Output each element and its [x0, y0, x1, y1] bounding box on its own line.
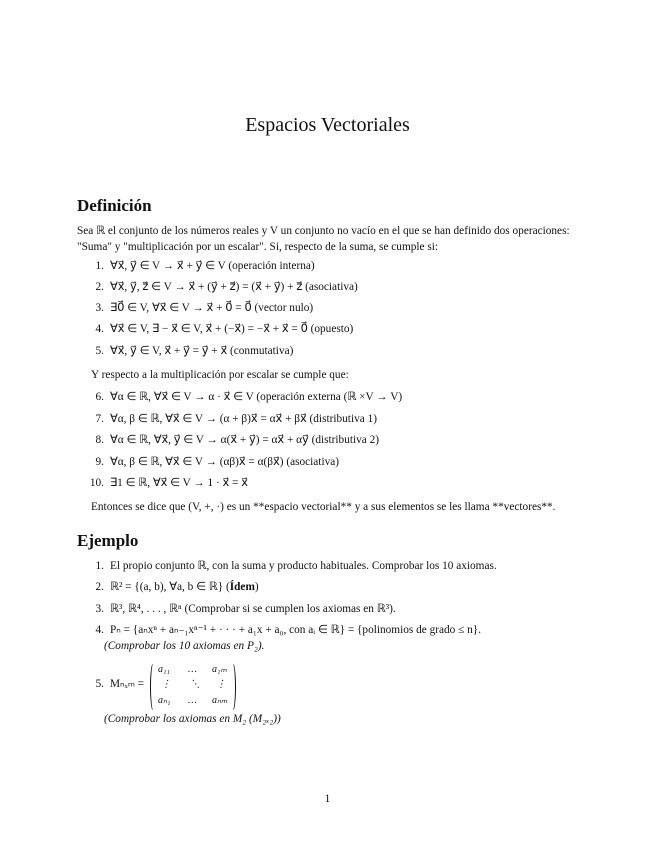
intro-line-1: Sea ℝ el conjunto de los números reales y V un conjunto no vacío en el que se han definido dos operaciones: [77, 225, 570, 237]
matrix [150, 662, 236, 710]
matrix-cell: ⋮ [161, 679, 171, 690]
list-item: 2. ∀x⃗, y⃗, z⃗ ∈ V → x⃗ + (y⃗ + z⃗) = (x⃗ + y⃗) + z⃗ (asociativa) [95, 281, 358, 293]
right-paren [229, 662, 236, 712]
list-item: 1. El propio conjunto ℝ, con la suma y producto habituales. Comprobar los 10 axiomas. [95, 560, 497, 572]
definition-intro [77, 224, 582, 255]
left-paren [150, 662, 157, 712]
scalar-intro: Y respecto a la multiplicación por escalar se cumple que: [91, 369, 349, 381]
matrix-cell: aₙ₁ [158, 695, 171, 706]
page-title: Espacios Vectoriales [245, 114, 410, 136]
definition-conclusion: Entonces se dice que (V, +, ·) es un **espacio vectorial** y a sus elementos se les llama **vectores**. [91, 501, 556, 513]
matrix-cell: … [188, 695, 197, 706]
list-item: 7. ∀α, β ∈ ℝ, ∀x⃗ ∈ V → (α + β)x⃗ = αx⃗ + βx⃗ (distributiva 1) [95, 413, 377, 425]
page-number: 1 [324, 793, 331, 805]
matrix-cell: a₁ₘ [212, 664, 227, 675]
list-item-note: (Comprobar los axiomas en M₂ (M₂ₓ₂)) [104, 713, 281, 725]
matrix-cell: ⋱ [190, 679, 200, 690]
list-item: 4. Pₙ = {aₙxⁿ + aₙ₋₁xⁿ⁻¹ + · · · + a₁x + a₀, con aᵢ ∈ ℝ} = {polinomios de grado ≤ n}. [95, 624, 482, 636]
list-item: 3. ∃0⃗ ∈ V, ∀x⃗ ∈ V → x⃗ + 0⃗ = 0⃗ (vector nulo) [95, 302, 314, 314]
list-item: 6. ∀α ∈ ℝ, ∀x⃗ ∈ V → α · x⃗ ∈ V (operación externa (ℝ ×V → V) [95, 391, 403, 403]
intro-line-2: "Suma" y "multiplicación por un escalar". Si, respecto de la suma, se cumple si: [77, 240, 439, 253]
section-heading-ejemplo: Ejemplo [77, 531, 139, 550]
matrix-cell: aₙₘ [212, 695, 228, 706]
matrix-cell: a₁₁ [158, 664, 170, 675]
list-item: 2. ℝ² = {(a, b), ∀a, b ∈ ℝ} (Ídem) [95, 581, 259, 593]
matrix-cell: ⋮ [216, 679, 226, 690]
list-item: 10. ∃1 ∈ ℝ, ∀x⃗ ∈ V → 1 · x⃗ = x⃗ [89, 477, 248, 489]
list-item: 1. ∀x⃗, y⃗ ∈ V → x⃗ + y⃗ ∈ V (operación interna) [95, 260, 315, 272]
list-item: 3. ℝ³, ℝ⁴, . . . , ℝⁿ (Comprobar si se cumplen los axiomas en ℝ³). [95, 603, 396, 615]
list-item: 5. ∀x⃗, y⃗ ∈ V, x⃗ + y⃗ = y⃗ + x⃗ (conmutativa) [95, 345, 294, 357]
list-item: 5. Mₙₓₘ = [95, 678, 145, 690]
list-item: 4. ∀x⃗ ∈ V, ∃ − x⃗ ∈ V, x⃗ + (−x⃗) = −x⃗ + x⃗ = 0⃗ (opuesto) [95, 323, 354, 335]
list-item: 8. ∀α ∈ ℝ, ∀x⃗, y⃗ ∈ V → α(x⃗ + y⃗) = αx⃗ + αy⃗ (distributiva 2) [95, 434, 380, 446]
list-item: 9. ∀α, β ∈ ℝ, ∀x⃗ ∈ V → (αβ)x⃗ = α(βx⃗) (asociativa) [95, 456, 340, 468]
matrix-cell: … [188, 664, 197, 675]
section-heading-definicion: Definición [77, 196, 152, 215]
list-item-note: (Comprobar los 10 axiomas en P₂). [104, 640, 265, 652]
